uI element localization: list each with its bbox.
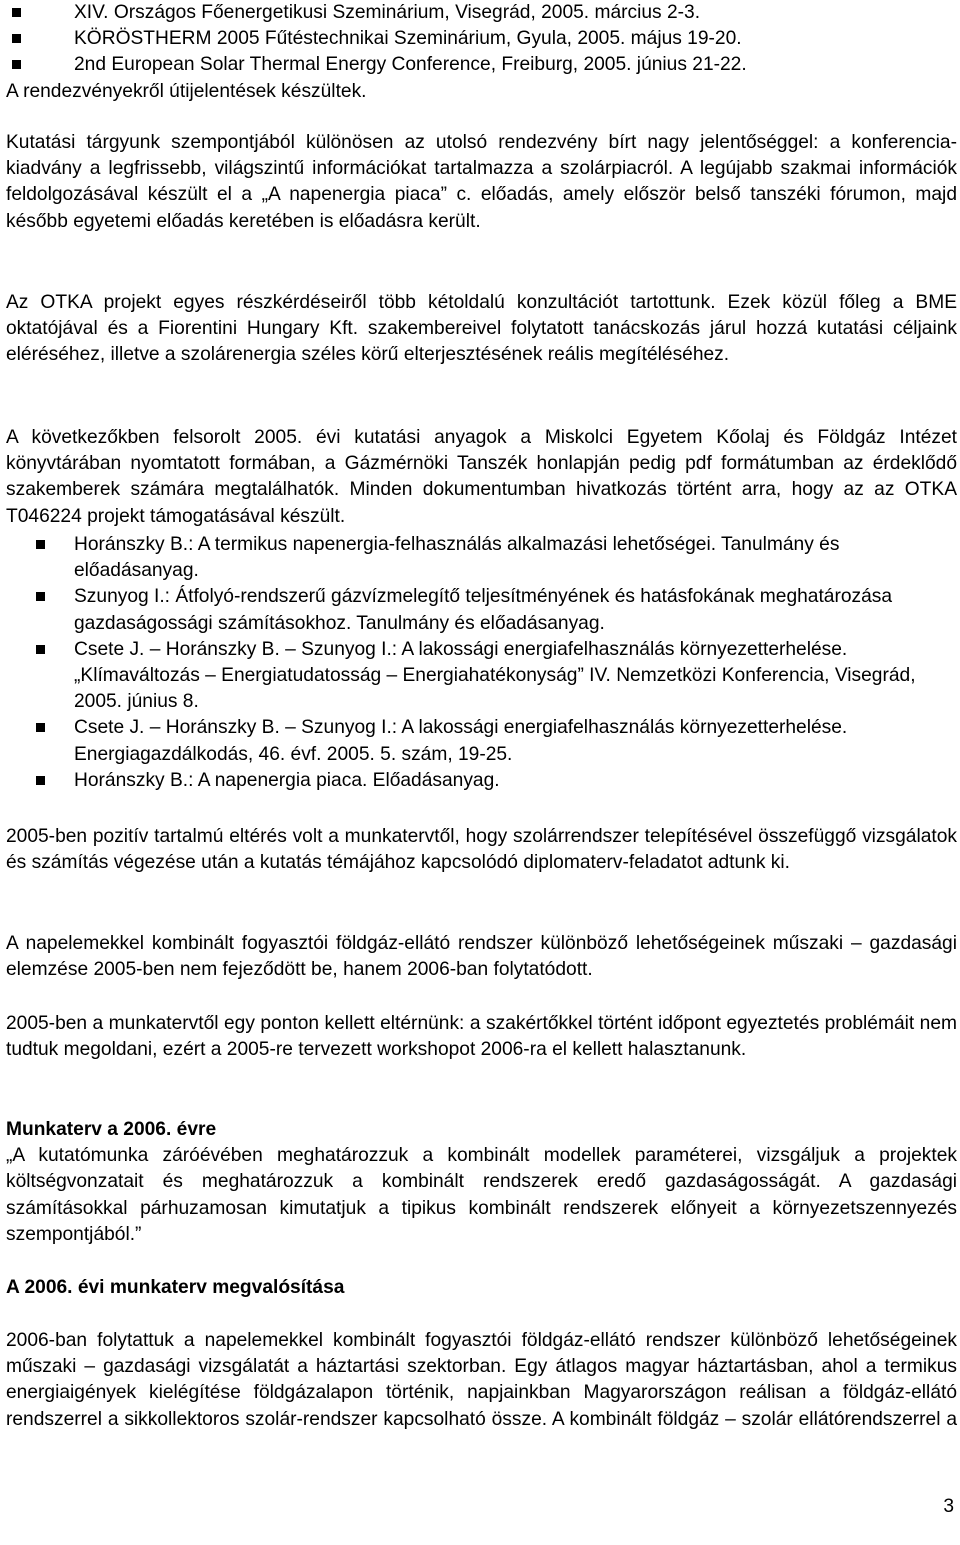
section-plan-2006 [6,1117,957,1248]
publication-list [6,532,957,794]
section-heading: Munkaterv a 2006. évre [6,1119,217,1140]
paragraph-realization [6,1328,957,1433]
paragraph: A napelemekkel kombinált fogyasztói földgáz-ellátó rendszer különböző lehetőségeinek műszaki – gazdasági elemzése 2005-ben nem fejeződött be, hanem 2006-ban folytatódott. [6,933,957,981]
paragraph: 2005-ben a munkatervtől egy ponton kellett eltérnünk: a szakértőkkel történt időpont egyeztetés problémáit nem tudtuk megoldani, ezért a 2005-re tervezett workshopot 2006-ra el kellett halasztanunk. [6,1013,957,1061]
list-item-text: Csete J. – Horánszky B. – Szunyog I.: A lakossági energiafelhasználás környezetterhelése. „Klímaváltozás – Energiatudatosság – Energiahatékonyság” IV. Nemzetközi Konferencia, Visegrád, 2005. június 8. [74,638,916,713]
list-item [6,26,957,52]
list-item-text: Szunyog I.: Átfolyó-rendszerű gázvízmelegítő teljesítményének és hatásfokának meghatározása gazdaságossági számításokhoz. Tanulmány és előadásanyag. [74,586,893,634]
list-item [6,0,957,26]
list-item [6,715,939,767]
bullet-icon [36,723,45,732]
paragraph: A következőkben felsorolt 2005. évi kutatási anyagok a Miskolci Egyetem Kőolaj és Földgáz Intézet könyvtárában nyomtatott formában, a Gázmérnöki Tanszék honlapján pedig pdf formátumban az érdeklődő szakemberek számára megtalálhatók. Minden dokumentumban hivatkozás történt arra, hogy az az OTKA T046224 projekt támogatásával készült. [6,427,957,527]
list-item [6,768,939,794]
paragraph-workshop-postponed [6,1011,957,1063]
list-item [6,584,939,636]
list-item-text: Csete J. – Horánszky B. – Szunyog I.: A lakossági energiafelhasználás környezetterhelése. Energiagazdálkodás, 46. évf. 2005. 5. szám, 19-25. [74,717,848,765]
bullet-icon [12,8,21,17]
list-item [6,532,939,584]
bullet-icon [12,34,21,43]
paragraph-consultations [6,290,957,369]
bullet-icon [36,645,45,654]
conference-list-block [6,0,957,105]
bullet-icon [36,540,45,549]
list-item-text: XIV. Országos Főenergetikusi Szeminárium, Visegrád, 2005. március 2-3. [74,2,701,23]
list-item-text: Horánszky B.: A napenergia piaca. Előadásanyag. [74,769,500,791]
paragraph-analysis-continued [6,931,957,983]
paragraph-research-materials [6,425,957,530]
list-item [6,52,957,78]
section-realization-2006 [6,1275,957,1301]
quoted-plan: „A kutatómunka záróévében meghatározzuk a kombinált modellek paraméterei, vizsgáljuk a projektek költségvonzatait és meghatározzuk a kombinált rendszerek eredő gazdaságosságát. A gazdasági számításokkal párhuzamosan kimutatjuk a tipikus kombinált rendszerek előnyeit a környezetszennyezés szempontjából.” [6,1145,957,1245]
reports-line: A rendezvényekről útijelentések készültek. [6,80,367,102]
conference-list [6,0,957,79]
paragraph: Az OTKA projekt egyes részkérdéseiről több kétoldalú konzultációt tartottunk. Ezek közül főleg a BME oktatójával és a Fiorentini Hungary Kft. szakembereivel folytatott tanácskozás járul hozzá kutatási céljaink eléréséhez, illetve a szolárenergia széles körű elterjesztésének reális megítéléséhez. [6,292,957,366]
bullet-icon [36,776,45,785]
bullet-icon [36,592,45,601]
bullet-icon [12,60,21,69]
publication-list-block [6,532,957,794]
list-item-text: 2nd European Solar Thermal Energy Conference, Freiburg, 2005. június 21-22. [74,54,747,76]
list-item-text: KÖRÖSTHERM 2005 Fűtéstechnikai Szeminárium, Gyula, 2005. május 19-20. [74,28,742,50]
list-item-text: Horánszky B.: A termikus napenergia-felhasználás alkalmazási lehetőségei. Tanulmány és előadásanyag. [74,534,840,582]
section-heading: A 2006. évi munkaterv megvalósítása [6,1277,345,1298]
paragraph-conference-significance [6,130,957,235]
paragraph-positive-deviation [6,824,957,876]
paragraph: 2005-ben pozitív tartalmú eltérés volt a munkatervtől, hogy szolárrendszer telepítésével összefüggő vizsgálatok és számítás végezése után a kutatás témájához kapcsolódó diplomaterv-feladatot adtunk ki. [6,826,957,874]
list-item [6,637,939,716]
paragraph: 2006-ban folytattuk a napelemekkel kombinált fogyasztói földgáz-ellátó rendszer különböző lehetőségeinek műszaki – gazdasági vizsgálatát a háztartási szektorban. Egy átlagos magyar háztartásban, ahol a termikus energiaigények kielégítése földgázalapon történik, napjainkban Magyarországon reálisan a földgáz-ellátó rendszerrel a sikkollektoros szolár-rendszer kapcsolható össze. A kombinált földgáz – szolár ellátórendszerrel a [6,1330,957,1430]
paragraph: Kutatási tárgyunk szempontjából különösen az utolsó rendezvény bírt nagy jelentőséggel: a konferencia-kiadvány a legfrissebb, világszintű információkat tartalmazza a szolárpiacról. A legújabb szakmai információk feldolgozásával készült el a „A napenergia piaca” c. előadás, amely először belső tanszéki fórumon, majd később egyetemi előadás keretében is előadásra került. [6,132,957,232]
page-number: 3 [943,1496,954,1517]
